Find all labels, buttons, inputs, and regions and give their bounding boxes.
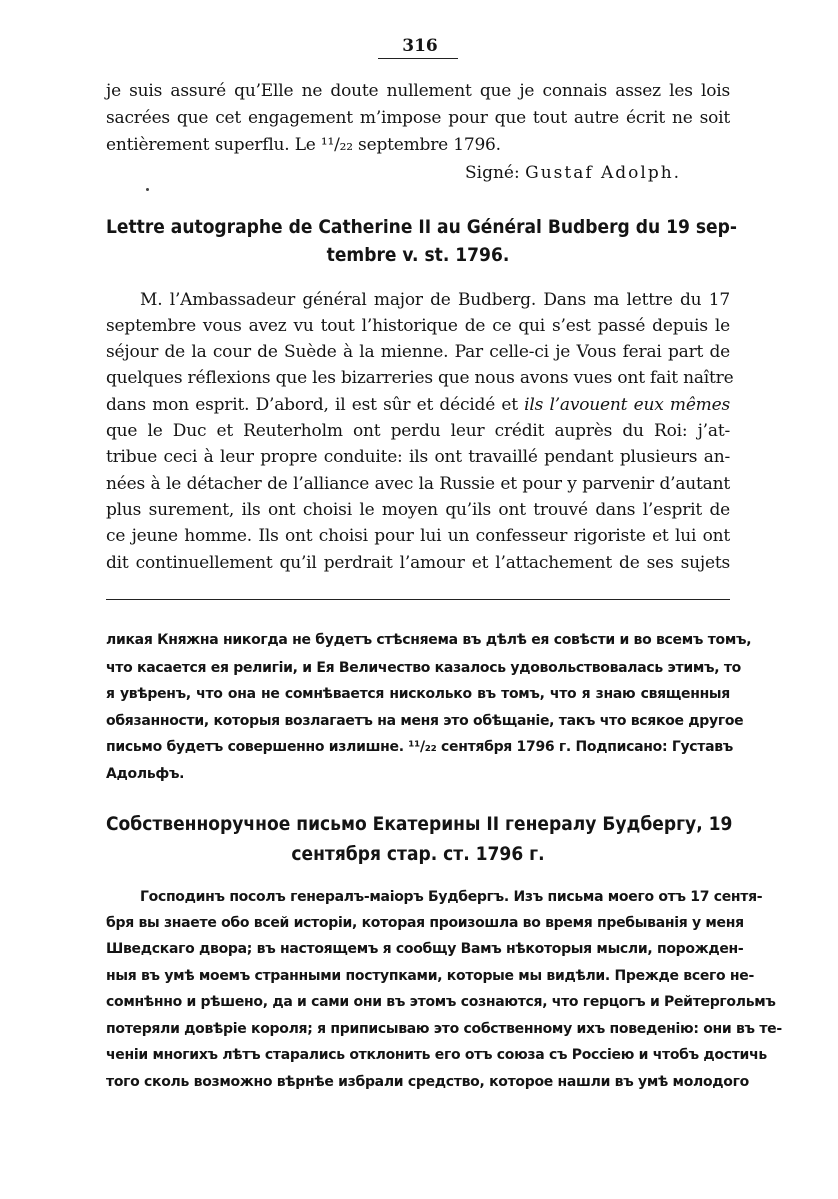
french-letter-line: [106, 395, 730, 415]
signature: [465, 163, 681, 183]
signed-name: Gustaf Adolph.: [525, 163, 682, 183]
section-divider: [106, 599, 730, 600]
french-closing-line: entièrement superflu. Le ¹¹/₂₂ septembre 1796.: [106, 135, 501, 155]
french-closing-line: sacrées que cet engagement m’impose pour que tout autre écrit ne soit: [106, 108, 730, 128]
russian-closing-line: ликая Княжна никогда не будетъ стѣсняема въ дѣлѣ ея совѣсти и во всемъ томъ,: [106, 632, 752, 648]
russian-letter-line: Господинъ посолъ генералъ-маіоръ Будбергъ. Изъ письма моего отъ 17 сентя-: [140, 889, 763, 905]
russian-letter-line: бря вы знаете обо всей исторіи, которая произошла во время пребыванія у меня: [106, 915, 744, 931]
russian-closing-line: письмо будетъ совершенно излишне. ¹¹/₂₂ сентября 1796 г. Подписано: Густавъ: [106, 739, 734, 755]
page-number-underline: [378, 58, 458, 59]
russian-closing-line: я увѣренъ, что она не сомнѣвается нисколько въ томъ, что я знаю священныя: [106, 686, 730, 702]
french-closing-line: je suis assuré qu’Elle ne doute nullement que je connais assez les lois: [106, 81, 730, 101]
russian-closing-line: что касается ея религіи, и Ея Величество казалось удовольствовалась этимъ, то: [106, 660, 741, 676]
french-letter-line-start: dans mon esprit. D’abord, il est sûr et décidé et: [106, 395, 518, 415]
italic-phrase: ils l’avouent eux mêmes: [524, 395, 730, 415]
russian-letter-line: потеряли довѣріе короля; я приписываю это собственному ихъ поведенію: они въ те-: [106, 1021, 782, 1037]
russian-closing-line: обязанности, которыя возлагаетъ на меня это обѣщаніе, такъ что всякое другое: [106, 713, 744, 729]
french-letter-line: nées à le détacher de l’alliance avec la Russie et pour y parvenir d’autant: [106, 474, 730, 494]
russian-closing-line: Адольфъ.: [106, 766, 185, 782]
russian-letter-line: ченіи многихъ лѣтъ старались отклонить его отъ союза съ Россіею и чтобъ достичь: [106, 1047, 767, 1063]
french-letter-line: ce jeune homme. Ils ont choisi pour lui un confesseur rigoriste et lui ont: [106, 526, 730, 546]
french-letter-line: plus surement, ils ont choisi le moyen qu’ils ont trouvé dans l’esprit de: [106, 500, 730, 520]
page-number: 316: [402, 36, 438, 56]
french-heading-line: tembre v. st. 1796.: [326, 244, 510, 266]
russian-letter-line: сомнѣнно и рѣшено, да и сами они въ этомъ сознаются, что герцогъ и Рейтергольмъ: [106, 994, 776, 1010]
russian-letter-line: того сколь возможно вѣрнѣе избрали средство, которое нашли въ умѣ молодого: [106, 1074, 749, 1090]
french-letter-line: que le Duc et Reuterholm ont perdu leur crédit auprès du Roi: j’at-: [106, 421, 730, 441]
french-letter-line: tribue ceci à leur propre conduite: ils ont travaillé pendant plusieurs an-: [106, 447, 730, 467]
french-letter-line: dit continuellement qu’il perdrait l’amour et l’attachement de ses sujets: [106, 553, 730, 573]
french-letter-line: quelques réflexions que les bizarreries que nous avons vues ont fait naître: [106, 368, 734, 388]
russian-heading-line: Собственноручное письмо Екатерины II генералу Будбергу, 19: [106, 813, 733, 835]
russian-letter-line: ныя въ умѣ моемъ странными поступками, которые мы видѣли. Прежде всего не-: [106, 968, 754, 984]
russian-heading-line: сентября стар. ст. 1796 г.: [291, 843, 545, 865]
signed-label: Signé:: [465, 163, 520, 183]
french-letter-line: séjour de la cour de Suède à la mienne. Par celle-ci je Vous ferai part de: [106, 342, 730, 362]
french-letter-line: M. l’Ambassadeur général major de Budberg. Dans ma lettre du 17: [140, 290, 730, 310]
french-heading-line: Lettre autographe de Catherine II au Général Budberg du 19 sep-: [106, 216, 737, 238]
russian-letter-line: Шведскаго двора; въ настоящемъ я сообщу Вамъ нѣкоторыя мысли, порожден-: [106, 941, 744, 957]
french-letter-line: septembre vous avez vu tout l’historique de ce qui s’est passé depuis le: [106, 316, 730, 336]
print-speck: [146, 188, 149, 191]
